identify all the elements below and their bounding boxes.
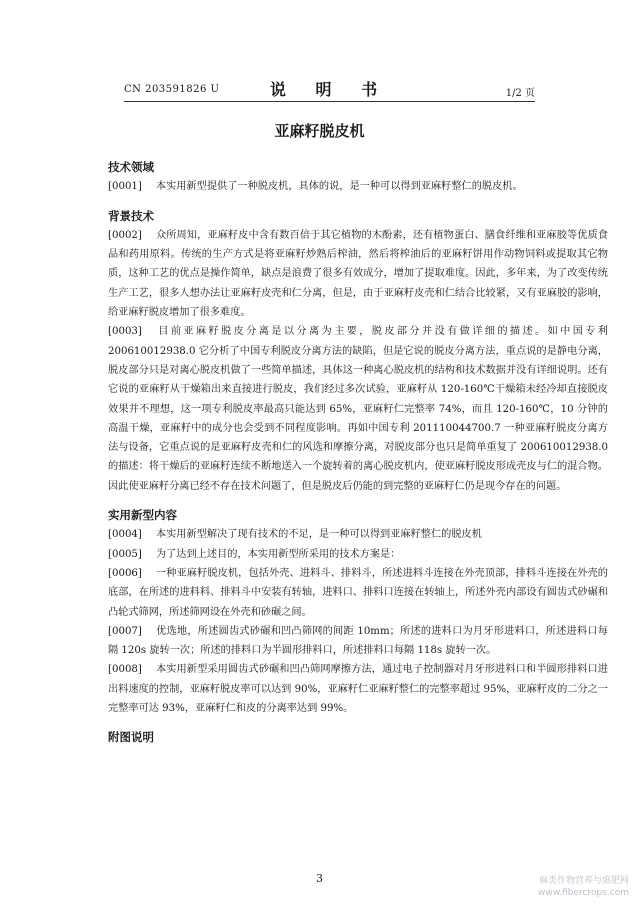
section-heading: 附图说明 <box>108 730 154 745</box>
paragraph-text: 优选地，所述圆齿式砂碾和凹凸筛网的间距 10mm；所述的进料口为月牙形进料口，所述进料口每隔 120s 旋转一次；所述的排料口为半圆形排料口，所述排料口每隔 118s 旋转一次。 <box>108 625 608 657</box>
document-body <box>108 158 608 748</box>
paragraph-number: [0003] <box>108 326 142 338</box>
section-heading: 技术领域 <box>108 160 154 174</box>
paragraph-text: 本实用新型解决了现有技术的不足，是一种可以得到亚麻籽整仁的脱皮机 <box>155 529 482 541</box>
page-header <box>124 80 535 100</box>
paragraph <box>108 564 608 622</box>
page-number: 3 <box>316 872 323 885</box>
section-heading: 实用新型内容 <box>108 508 177 523</box>
paragraph-number: [0001] <box>108 181 142 193</box>
watermark <box>538 875 629 899</box>
paragraph <box>108 545 608 564</box>
paragraph-number: [0004] <box>108 529 142 541</box>
paragraph <box>108 226 608 322</box>
paragraph <box>108 622 608 661</box>
paragraph-text: 为了达到上述目的，本实用新型所采用的技术方案是： <box>155 548 401 560</box>
paragraph-text: 一种亚麻籽脱皮机，包括外壳、进料斗、排料斗，所述进料斗连接在外壳顶部，排料斗连接在外壳的底部，在所述的进料料、排料斗中安装有转轴，进料口、排料口连接在转轴上，所述外壳内部设有圆齿式砂碾和凸轮式筛网，所述筛网设在外壳和砂碾之间。 <box>108 567 608 618</box>
paragraph-number: [0008] <box>108 664 142 676</box>
paragraph-text: 目前亚麻籽脱皮分离是以分离为主要，脱皮部分并没有做详细的描述。如中国专利 200610012938.0 它分析了中国专利脱皮分离方法的缺陷，但是它说的脱皮分离方法，重点说的是静电分离，脱皮部分只是对离心脱皮机做了一些简单描述，具体这一种离心脱皮机的结构和技术数据并没有详细说明。还有它说的亚麻籽从干燥箱出来直接进行脱皮，我们经过多次试验，亚麻籽从 120-160℃干燥箱未经冷却直接脱皮效果并不理想，这一项专利脱皮率最高只能达到 65%，亚麻籽仁完整率 74%，而且 120-160℃，10 分钟的高温干燥，亚麻籽中的成分也会受到不同程度影响。再如中国专利 201110044700.7 一种亚麻籽脱皮分离方法与设备，它重点说的是亚麻籽皮壳和仁的风选和摩擦分离，对脱皮部分也只是简单重复了 200610012938.0 的描述：将干燥后的亚麻籽连续不断地送入一个旋转着的离心脱皮机内，使亚麻籽脱皮形成壳皮与仁的混合物。因此使亚麻籽分离已经不存在技术问题了，但是脱皮后仍能的到完整的亚麻籽仁仍是现今存在的问题。 <box>108 326 608 492</box>
document-title: 亚麻籽脱皮机 <box>274 122 365 140</box>
paragraph-number: [0006] <box>108 567 142 579</box>
watermark-line-1: 麻类作物营养与施肥网 <box>538 876 629 886</box>
page-info: 1/2 页 <box>505 88 535 99</box>
paragraph <box>108 177 608 196</box>
section-heading: 背景技术 <box>108 208 154 223</box>
watermark-line-2: www.fibercrops.com <box>538 888 629 898</box>
paragraph-number: [0007] <box>108 625 142 637</box>
paragraph-text: 众所周知，亚麻籽皮中含有数百倍于其它植物的木酚素，还有植物蛋白、膳食纤维和亚麻胶等优质食品和药用原料。传统的生产方式是将亚麻籽炒熟后榨油，然后将榨油后的亚麻籽饼用作动物饲料或提取其它物质，这种工艺的优点是操作简单，缺点是浪费了很多有效成分，增加了提取难度。因此，多年来，为了改变传统生产工艺，很多人想办法让亚麻籽皮壳和仁分离，但是，由于亚麻籽皮壳和仁结合比较紧，又有亚麻胶的影响，给亚麻籽脱皮增加了很多难度。 <box>108 229 608 319</box>
paragraph <box>108 322 608 496</box>
paragraph-text: 本实用新型提供了一种脱皮机，具体的说，是一种可以得到亚麻籽整仁的脱皮机。 <box>155 181 523 193</box>
paragraph-number: [0002] <box>108 229 142 241</box>
paragraph-number: [0005] <box>108 548 142 560</box>
paragraph-text: 本实用新型采用圆齿式砂碾和凹凸筛网摩擦方法，通过电子控制器对月牙形进料口和半圆形排料口进出料速度的控制，亚麻籽脱皮率可以达到 90%，亚麻籽仁亚麻籽整仁的完整率超过 95%，亚麻籽皮的二分之一完整率可达 93%，亚麻籽仁和皮的分离率达到 99%。 <box>108 664 609 715</box>
header-title: 说 明 书 <box>269 80 390 99</box>
paragraph <box>108 525 608 544</box>
paragraph <box>108 660 608 718</box>
patent-number: CN 203591826 U <box>124 84 220 95</box>
header-rule <box>124 101 535 102</box>
